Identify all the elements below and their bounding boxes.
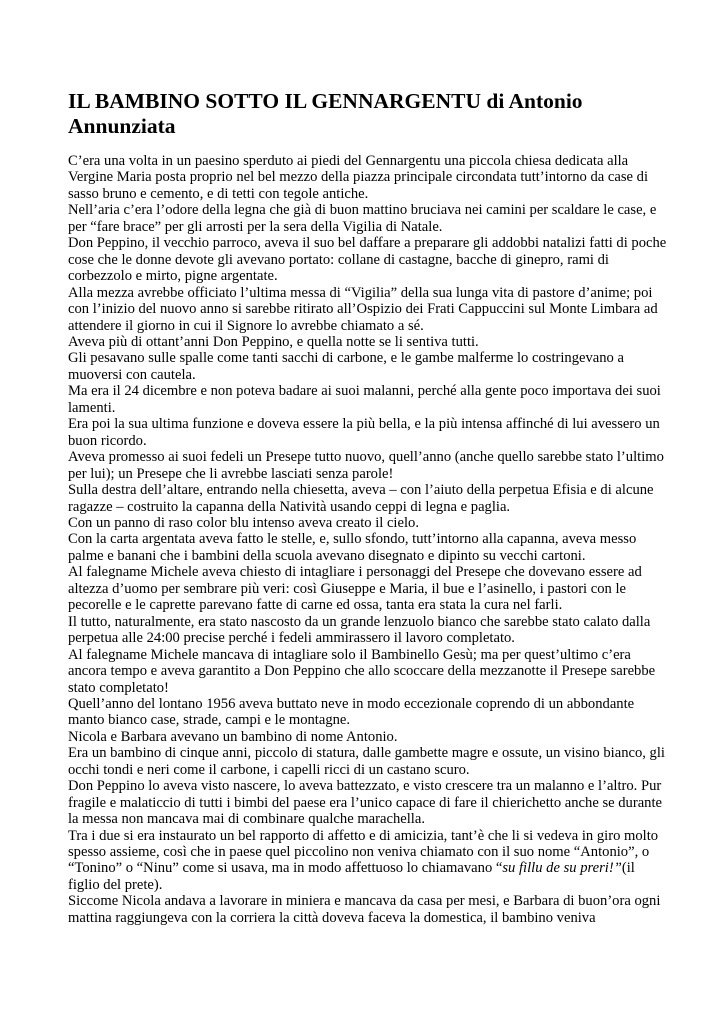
paragraph: Era un bambino di cinque anni, piccolo di statura, dalle gambette magre e ossute, un visino bianco, gli occhi tondi e neri come il carbone, i capelli ricci di un castano scuro. bbox=[68, 745, 665, 778]
paragraph: Don Peppino, il vecchio parroco, aveva il suo bel daffare a preparare gli addobbi natalizi fatti di poche cose che le donne devote gli avevano portato: collane di castagne, bacche di ginepro, rami di corbezzolo e mirto, pigne argentate. bbox=[68, 235, 667, 285]
italic-nickname: su fillu de su preri!” bbox=[502, 860, 622, 877]
paragraph: Alla mezza avrebbe officiato l’ultima messa di “Vigilia” della sua lunga vita di pastore d’anime; poi con l’inizio del nuovo anno si sarebbe ritirato all’Ospizio dei Frati Cappuccini sul Monte Limbara ad attendere il giorno in cui il Signore lo avrebbe chiamato a sé. bbox=[68, 284, 658, 334]
paragraph: Gli pesavano sulle spalle come tanti sacchi di carbone, e le gambe malferme lo costringevano a muoversi con cautela. bbox=[68, 350, 624, 383]
paragraph: Al falegname Michele mancava di intagliare solo il Bambinello Gesù; ma per quest’ultimo c’era ancora tempo e aveva garantito a Don Peppino che allo scoccare della mezzanotte il Presepe sarebbe stato completato! bbox=[68, 646, 656, 696]
paragraph: Con la carta argentata aveva fatto le stelle, e, sullo sfondo, tutt’intorno alla capanna, aveva messo palme e banani che i bambini della scuola avevano disegnato e dipinto su vecchi cartoni. bbox=[68, 531, 637, 564]
paragraph: Nicola e Barbara avevano un bambino di nome Antonio. bbox=[68, 728, 398, 745]
paragraph: C’era una volta in un paesino sperduto ai piedi del Gennargentu una piccola chiesa dedicata alla Vergine Maria posta proprio nel bel mezzo della piazza principale circondata tutt’intorno da case di sasso bruno e cemento, e di tetti con tegole antiche. bbox=[68, 153, 649, 202]
paragraph: Don Peppino lo aveva visto nascere, lo aveva battezzato, e visto crescere tra un malanno e l’altro. Pur fragile e malaticcio di tutti i bimbi del paese era l’unico capace di fare il chierichetto anche se durante la messa non mancava mai di combinare qualche marachella. bbox=[68, 778, 663, 828]
paragraph: Il tutto, naturalmente, era stato nascosto da un grande lenzuolo bianco che sarebbe stato calato dalla perpetua alle 24:00 precise perché i fedeli ammirassero il lavoro completato. bbox=[68, 613, 651, 647]
paragraph-text: (il figlio del prete). bbox=[68, 860, 635, 893]
paragraph-nickname bbox=[68, 828, 668, 894]
paragraph: Sulla destra dell’altare, entrando nella chiesetta, aveva – con l’aiuto della perpetua Efisia e di alcune ragazze – costruito la capanna della Natività usando ceppi di legna e paglia. bbox=[68, 482, 654, 515]
document-title: IL BAMBINO SOTTO IL GENNARGENTU di Antonio Annunziata bbox=[68, 89, 583, 138]
paragraph: Era poi la sua ultima funzione e doveva essere la più bella, e la più intensa affinché di lui avessero un buon ricordo. bbox=[68, 416, 660, 449]
paragraph: Al falegname Michele aveva chiesto di intagliare i personaggi del Presepe che dovevano essere ad altezza d’uomo per sembrare più veri: così Giuseppe e Maria, il bue e l’asinello, i pastori con le pecorelle e le caprette parevano fatte di carne ed ossa, tanta era stata la cura nel farli. bbox=[68, 564, 642, 614]
paragraph: Con un panno di raso color blu intenso aveva creato il cielo. bbox=[68, 514, 419, 531]
paragraph: Aveva promesso ai suoi fedeli un Presepe tutto nuovo, quell’anno (anche quello sarebbe stato l’ultimo per lui); un Presepe che li avrebbe lasciati senza parole! bbox=[68, 449, 664, 482]
paragraph: Nell’aria c’era l’odore della legna che già di buon mattino bruciava nei camini per scaldare le case, e per “fare brace” per gli arrosti per la sera della Vigilia di Natale. bbox=[68, 202, 657, 235]
paragraph: Ma era il 24 dicembre e non poteva badare ai suoi malanni, perché alla gente poco importava dei suoi lamenti. bbox=[68, 383, 661, 416]
paragraph-text: Tra i due si era instaurato un bel rapporto di affetto e di amicizia, tant’è che li si vedeva in giro molto spesso assieme, così che in paese quel piccolino non veniva chiamato con il suo nome “Antonio”, o “Tonino” o “Ninu” come si usava, ma in modo affettuoso lo chiamavano “ bbox=[68, 827, 659, 877]
paragraph: Siccome Nicola andava a lavorare in miniera e mancava da casa per mesi, e Barbara di buon’ora ogni mattina raggiungeva con la corriera la città doveva faceva la domestica, il bambino veniva bbox=[68, 893, 661, 926]
paragraph: Quell’anno del lontano 1956 aveva buttato neve in modo eccezionale coprendo di un abbondante manto bianco case, strade, campi e le montagne. bbox=[68, 695, 635, 729]
paragraph: Aveva più di ottant’anni Don Peppino, e quella notte se li sentiva tutti. bbox=[68, 333, 479, 350]
document-body bbox=[68, 153, 668, 926]
